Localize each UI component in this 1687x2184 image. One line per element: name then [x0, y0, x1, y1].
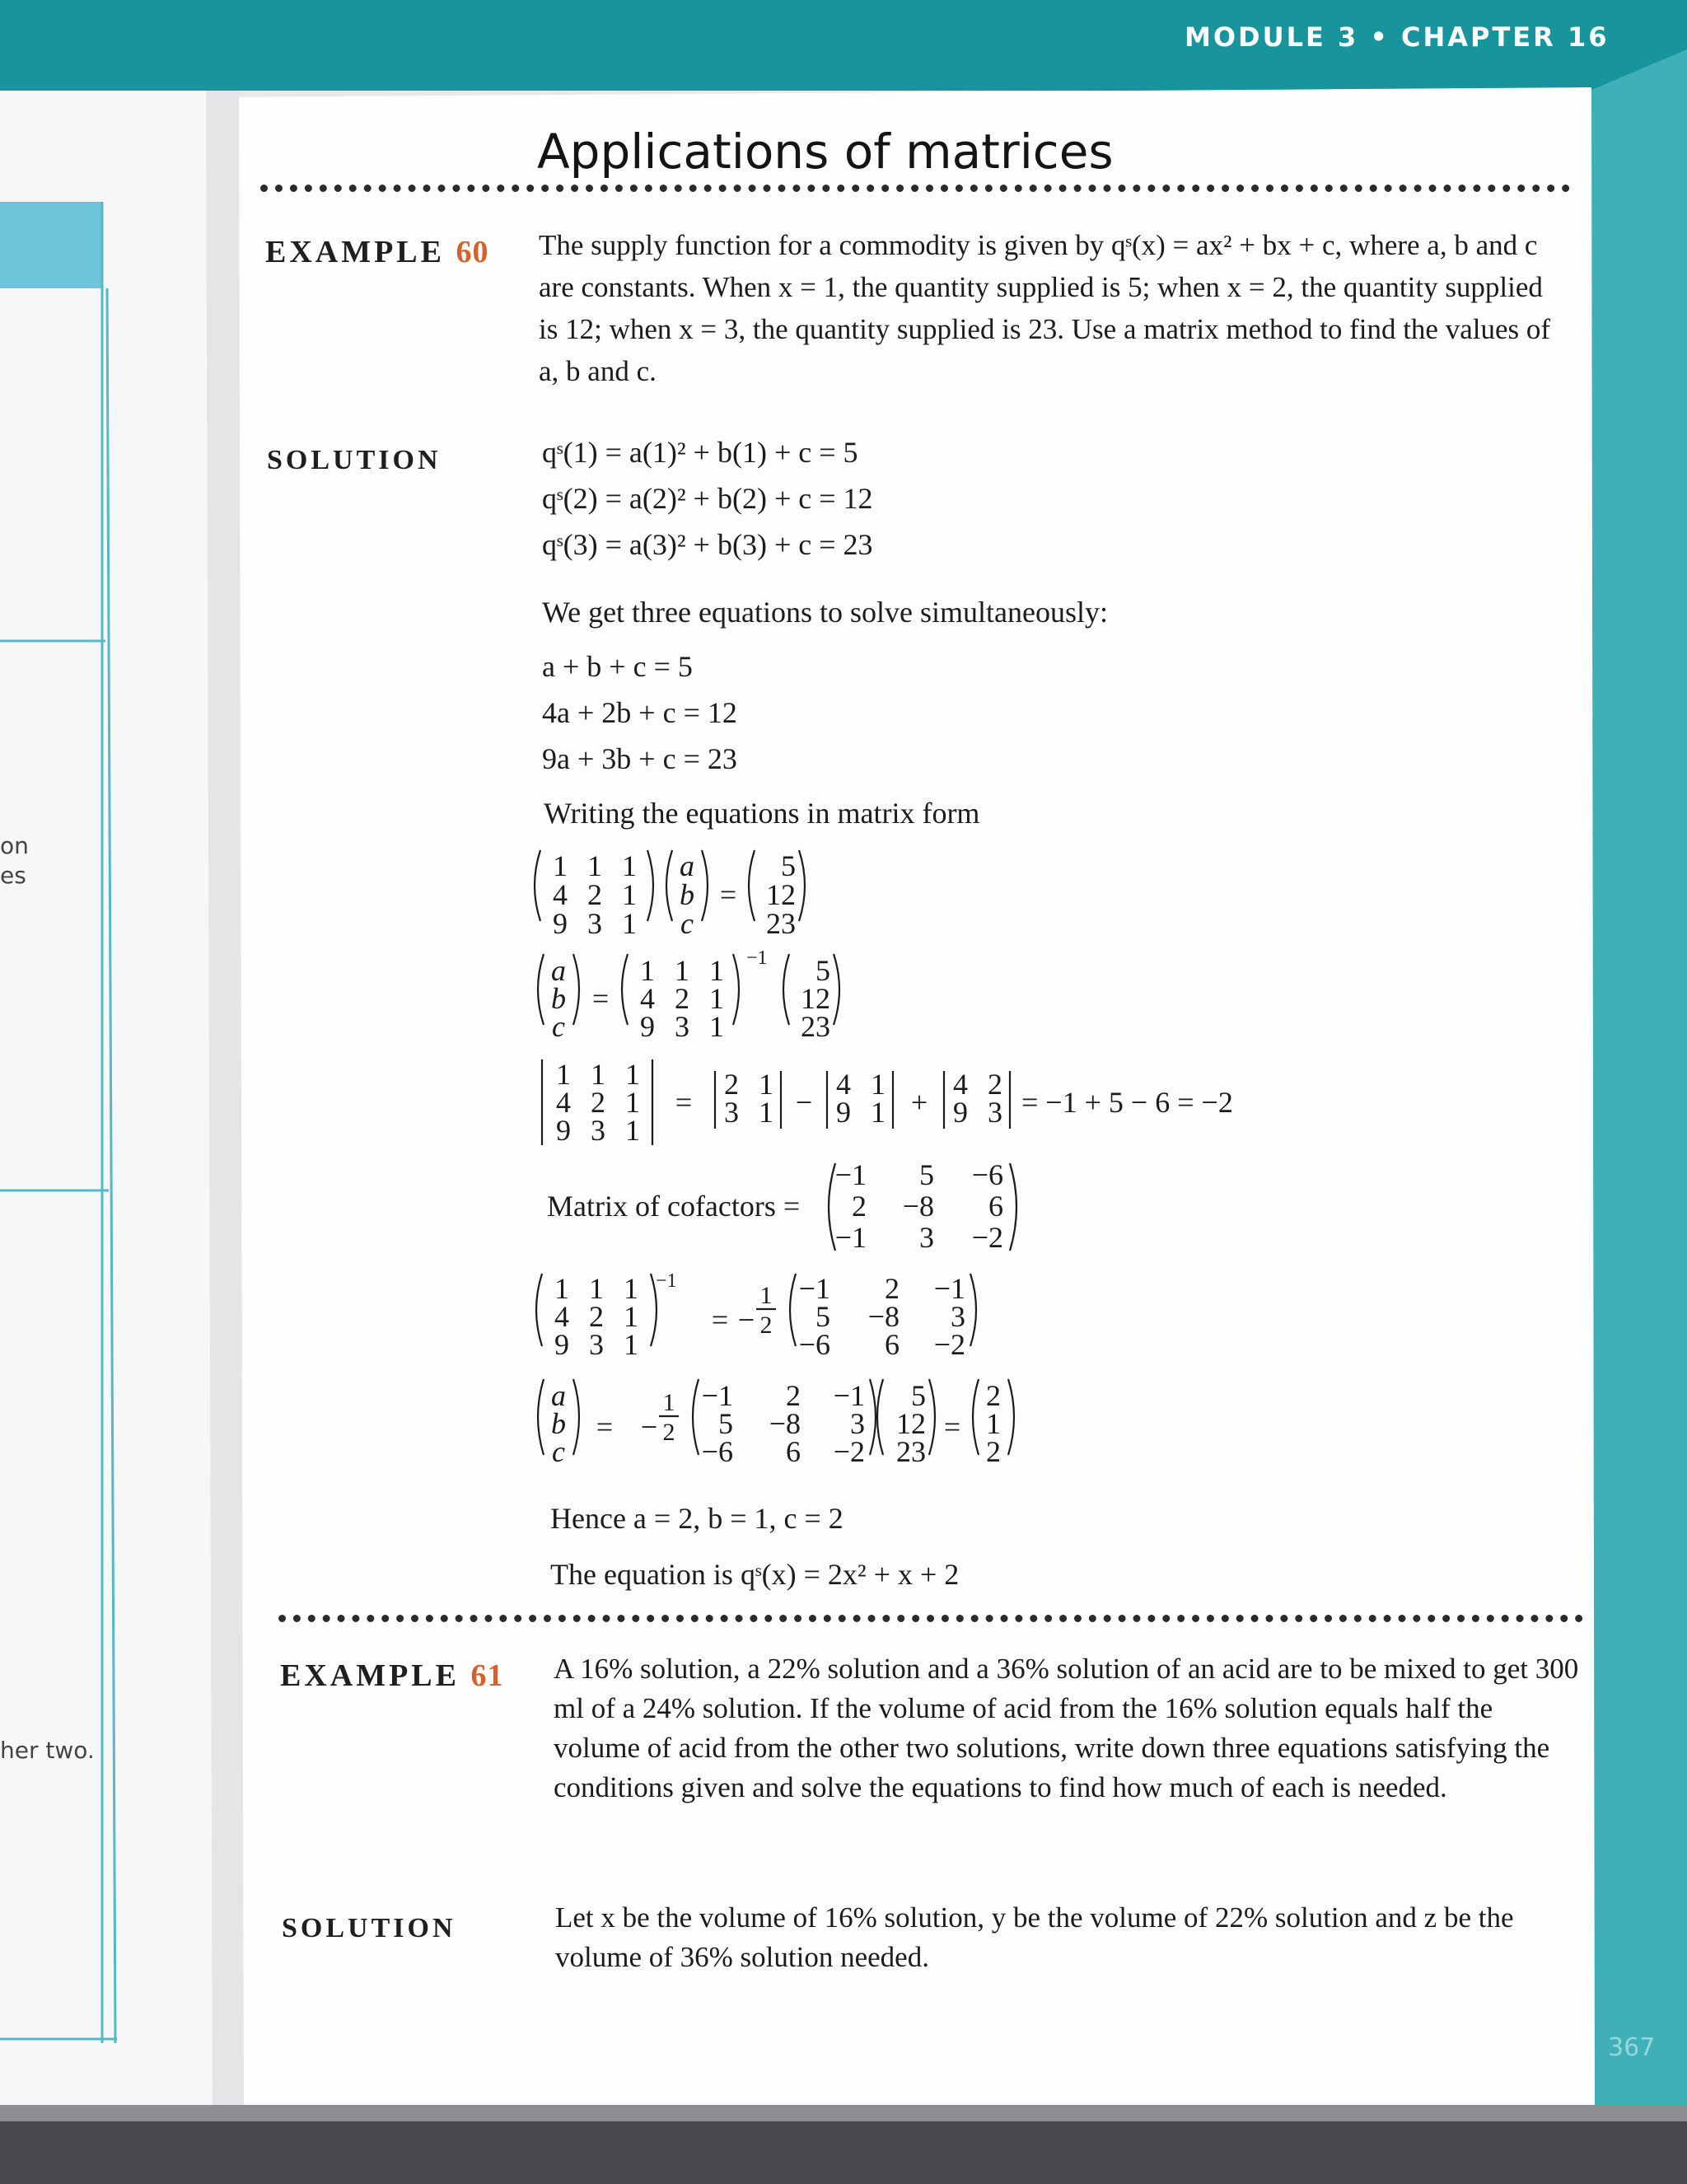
matrix-cell: −8	[769, 1407, 801, 1440]
equals-sign: =	[719, 878, 737, 911]
matrix-cell: 1	[624, 1272, 638, 1305]
matrix-cell: 1	[625, 1114, 640, 1147]
matrix-cell: 1	[622, 878, 637, 911]
matrix-cell: −6	[798, 1328, 830, 1361]
vector-cell: b	[551, 1407, 566, 1440]
matrix-cell: 4	[836, 1068, 851, 1101]
matrix-cell: 2	[591, 1086, 605, 1119]
matrix-cell: 4	[556, 1086, 571, 1119]
minor-3	[953, 1068, 1002, 1129]
matrix-cell: −1	[834, 1221, 867, 1254]
vector-abc	[551, 1379, 566, 1468]
left-page-fragment: es	[0, 862, 26, 889]
matrix-cell: −1	[834, 1158, 867, 1191]
matrix-cell: −6	[971, 1158, 1003, 1191]
equals-sign: =	[675, 1086, 693, 1119]
matrix-cell: 1	[709, 1010, 724, 1043]
equation-line: 9a + 3b + c = 23	[542, 742, 737, 775]
determinant-A	[556, 1058, 640, 1147]
matrix-cell: 1	[625, 1086, 640, 1119]
matrix-cell: 2	[675, 982, 689, 1015]
left-page-fragment: her two.	[0, 1737, 95, 1764]
result-vector	[986, 1379, 1001, 1468]
cofactor-matrix	[835, 1158, 1003, 1254]
matrix-cell: 3	[951, 1300, 965, 1333]
matrix-cell: 3	[919, 1221, 934, 1254]
matrix-cell: 1	[622, 907, 637, 940]
matrix-cell: 1	[591, 1058, 605, 1091]
vector-cell: a	[551, 954, 566, 987]
vector-cell: b	[680, 878, 694, 911]
matrix-form-intro: Writing the equations in matrix form	[544, 797, 980, 830]
simultaneous-intro: We get three equations to solve simultaneously:	[542, 596, 1108, 629]
matrix-cell: −8	[902, 1190, 934, 1223]
matrix-cell: 1	[625, 1058, 640, 1091]
vector-cell: b	[551, 982, 566, 1015]
equals-sign: =	[711, 1303, 729, 1336]
vector-cell: a	[551, 1379, 566, 1412]
page-number: 367	[1608, 2033, 1656, 2062]
matrix-cell: 4	[953, 1068, 968, 1101]
matrix-cell: 5	[815, 1300, 830, 1333]
vector-cell: a	[680, 849, 694, 882]
vector-rhs	[766, 849, 796, 940]
matrix-cell: −6	[701, 1435, 733, 1468]
hence-statement: Hence a = 2, b = 1, c = 2	[550, 1502, 844, 1535]
vector-cell: 5	[911, 1379, 926, 1412]
matrix-cell: 2	[885, 1272, 900, 1305]
matrix-cell: 3	[675, 1010, 689, 1043]
determinant-result: = −1 + 5 − 6 = −2	[1021, 1086, 1233, 1119]
equals-sign: =	[591, 982, 610, 1015]
left-page-fragment: on	[0, 832, 29, 859]
cofactor-label: Matrix of cofactors =	[547, 1190, 801, 1223]
minor-2	[836, 1068, 886, 1129]
matrix-cell: 2	[786, 1379, 801, 1412]
example-number: 61	[470, 1658, 504, 1693]
vector-cell: 2	[986, 1379, 1001, 1412]
vector-cell: 2	[986, 1435, 1001, 1468]
example-label	[265, 234, 489, 270]
example-word: EXAMPLE	[280, 1658, 460, 1693]
matrix-cell: 1	[556, 1058, 571, 1091]
plus-sign: +	[910, 1086, 928, 1119]
equation-line: qˢ(2) = a(2)² + b(2) + c = 12	[542, 482, 873, 515]
matrix-cell: 9	[836, 1096, 851, 1129]
matrix-cell: 1	[675, 954, 689, 987]
matrix-cell: 1	[589, 1272, 604, 1305]
vector-cell: 5	[781, 849, 796, 882]
matrix-A	[553, 849, 637, 940]
vector-cell: c	[552, 1010, 565, 1043]
matrix-cell: −2	[833, 1435, 865, 1468]
dotted-divider	[278, 1615, 1583, 1622]
solution-label: SOLUTION	[282, 1913, 456, 1943]
matrix-cell: −1	[701, 1379, 733, 1412]
matrix-cell: 1	[587, 849, 602, 882]
matrix-cell: 3	[850, 1407, 865, 1440]
matrix-cell: 1	[622, 849, 637, 882]
inverse-exponent: −1	[656, 1270, 677, 1292]
minus-sign: −	[640, 1410, 658, 1443]
adjugate-matrix	[799, 1272, 965, 1361]
matrix-cell: 3	[591, 1114, 605, 1147]
example-problem: The supply function for a commodity is given by qˢ(x) = ax² + bx + c, where a, b and c are constants. When x = 1, the quantity supplied is 5; when x = 2, the quantity supplied is 12; when x = 3, the quantity supplied is 23. Use a matrix method to find the values of a, b and c.	[539, 229, 1551, 387]
matrix-cell: 1	[871, 1068, 886, 1101]
example-number: 60	[456, 235, 489, 269]
matrix-cell: 3	[587, 907, 602, 940]
matrix-cell: 9	[640, 1010, 655, 1043]
matrix-cell: −1	[798, 1272, 830, 1305]
fraction-denominator: 2	[759, 1312, 773, 1339]
matrix-cell: 1	[709, 954, 724, 987]
matrix-cell: −8	[867, 1300, 900, 1333]
matrix-cell: −1	[833, 1379, 865, 1412]
matrix-cell: 4	[553, 878, 568, 911]
running-head: MODULE 3 • CHAPTER 16	[1185, 21, 1610, 53]
vector-rhs	[801, 954, 830, 1043]
solution-label: SOLUTION	[267, 445, 442, 475]
matrix-cell: 1	[624, 1328, 638, 1361]
solution-text: Let x be the volume of 16% solution, y be the volume of 22% solution and z be the volume of 36% solution needed.	[555, 1901, 1514, 1973]
equals-sign: =	[943, 1410, 961, 1443]
dotted-divider	[260, 185, 1570, 192]
matrix-cell: 4	[640, 982, 655, 1015]
evaluation-equations	[542, 435, 873, 573]
vector-abc	[551, 954, 566, 1043]
equation-line: qˢ(1) = a(1)² + b(1) + c = 5	[542, 436, 858, 469]
page-title: Applications of matrices	[537, 124, 1114, 180]
vector-cell: 12	[896, 1407, 926, 1440]
vector-cell: 12	[801, 982, 830, 1015]
simultaneous-equations	[542, 649, 737, 788]
matrix-A	[640, 954, 724, 1043]
matrix-cell: 2	[589, 1300, 604, 1333]
example-problem: A 16% solution, a 22% solution and a 36% solution of an acid are to be mixed to get 300 ml of a 24% solution. If the volume of acid from the 16% solution equals half the volume of acid from the other two solutions, write down three equations satisfying the conditions given and solve the equations to find how much of each is needed.	[554, 1653, 1579, 1803]
vector-cell: 12	[766, 878, 796, 911]
matrix-cell: 3	[589, 1328, 604, 1361]
matrix-cell: −2	[971, 1221, 1003, 1254]
matrix-cell: −2	[933, 1328, 965, 1361]
vector-cell: 23	[896, 1435, 926, 1468]
matrix-cell: 2	[988, 1068, 1002, 1101]
minus-sign: −	[737, 1303, 755, 1336]
matrix-cell: 9	[554, 1328, 569, 1361]
vector-rhs	[896, 1379, 926, 1468]
matrix-cell: 1	[554, 1272, 569, 1305]
vector-cell: 23	[766, 907, 796, 940]
matrix-cell: 1	[759, 1068, 773, 1101]
matrix-cell: 5	[718, 1407, 733, 1440]
matrix-cell: 1	[553, 849, 568, 882]
vector-cell: 23	[801, 1010, 830, 1043]
matrix-cell: 6	[885, 1328, 900, 1361]
matrix-cell: 6	[786, 1435, 801, 1468]
matrix-cell: −1	[933, 1272, 965, 1305]
matrix-cell: 9	[553, 907, 568, 940]
vector-cell: c	[680, 907, 694, 940]
matrix-cell: 1	[624, 1300, 638, 1333]
vector-abc	[680, 849, 694, 940]
minor-1	[724, 1068, 773, 1129]
minus-sign: −	[795, 1086, 813, 1119]
matrix-cell: 2	[724, 1068, 739, 1101]
matrix-cell: 9	[556, 1114, 571, 1147]
matrix-cell: 9	[953, 1096, 968, 1129]
matrix-working	[527, 832, 1351, 1475]
fraction-numerator: 1	[662, 1389, 675, 1416]
inverse-exponent: −1	[746, 947, 768, 969]
equation-line: qˢ(3) = a(3)² + b(3) + c = 23	[542, 528, 873, 561]
fraction-numerator: 1	[759, 1282, 773, 1309]
vector-cell: 1	[986, 1407, 1001, 1440]
matrix-cell: 2	[587, 878, 602, 911]
matrix-cell: 6	[988, 1190, 1003, 1223]
vector-cell: c	[552, 1435, 565, 1468]
matrix-cell: 3	[988, 1096, 1002, 1129]
matrix-cell: 1	[640, 954, 655, 987]
matrix-cell: 1	[871, 1096, 886, 1129]
final-equation: The equation is qˢ(x) = 2x² + x + 2	[550, 1558, 960, 1591]
example-label	[280, 1658, 504, 1694]
fraction-denominator: 2	[662, 1419, 675, 1446]
matrix-cell: 5	[919, 1158, 934, 1191]
equation-line: a + b + c = 5	[542, 650, 693, 683]
adjugate-matrix	[702, 1379, 865, 1468]
matrix-cell: 3	[724, 1096, 739, 1129]
matrix-cell: 2	[852, 1190, 867, 1223]
matrix-A	[554, 1272, 638, 1361]
matrix-cell: 4	[554, 1300, 569, 1333]
equals-sign: =	[596, 1410, 614, 1443]
equation-line: 4a + 2b + c = 12	[542, 696, 737, 729]
matrix-cell: 1	[709, 982, 724, 1015]
example-word: EXAMPLE	[265, 235, 445, 269]
matrix-cell: 1	[759, 1096, 773, 1129]
vector-cell: 5	[815, 954, 830, 987]
